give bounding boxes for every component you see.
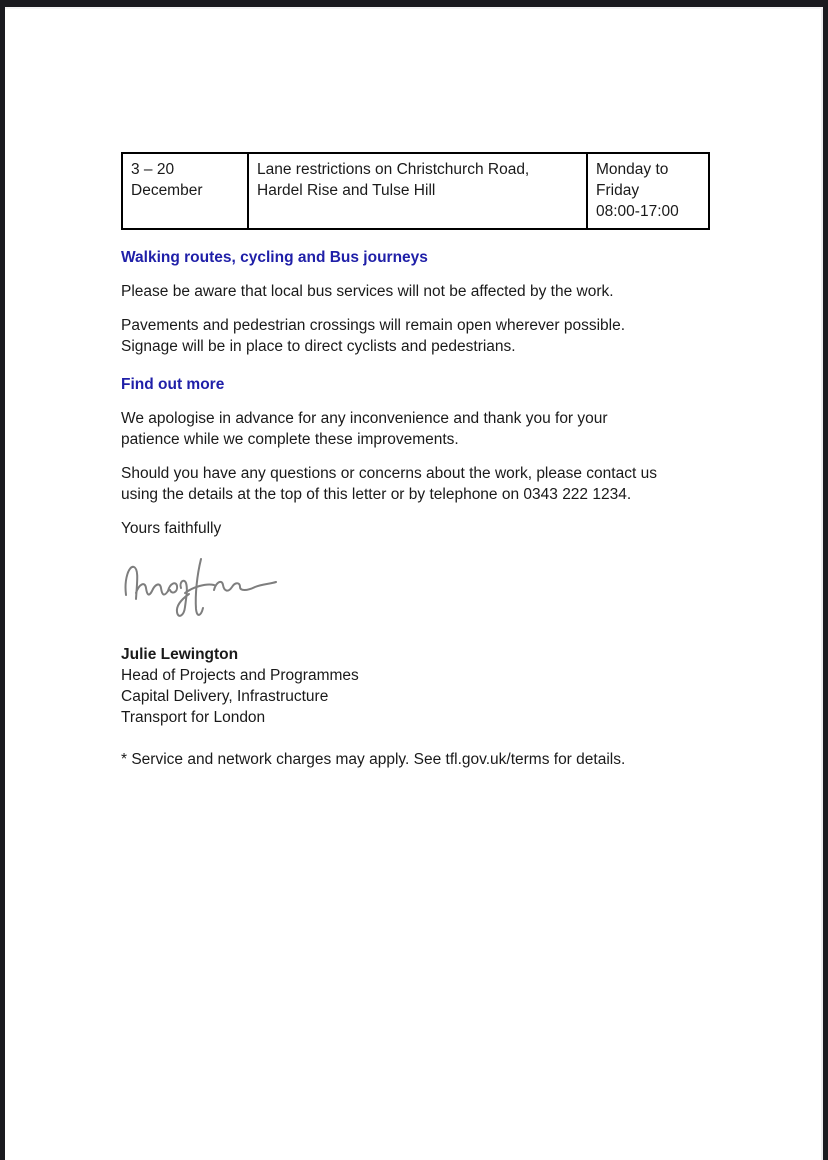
handwritten-signature	[121, 553, 281, 625]
paragraph-contact: Should you have any questions or concerns about the work, please contact us using the details at the top of this letter or by telephone on 0343 222 1234.	[121, 465, 657, 503]
table-cell-description: Lane restrictions on Christchurch Road, Hardel Rise and Tulse Hill	[248, 153, 587, 229]
table-cell-dates: 3 – 20 December	[122, 153, 248, 229]
letter-page-content	[121, 152, 706, 770]
paragraph-apology: We apologise in advance for any inconvenience and thank you for your patience while we complete these improvements.	[121, 410, 608, 448]
viewer-frame-right	[823, 0, 828, 1160]
signatory-block	[121, 644, 706, 728]
table-cell-times: Monday to Friday 08:00-17:00	[587, 153, 709, 229]
page-edge-shadow	[821, 7, 823, 1160]
footnote-charges: * Service and network charges may apply. See tfl.gov.uk/terms for details.	[121, 751, 626, 768]
viewer-frame-top	[0, 0, 828, 7]
heading-find-out-more: Find out more	[121, 376, 225, 393]
paragraph-bus-services: Please be aware that local bus services will not be affected by the work.	[121, 283, 614, 300]
paragraph-pavements: Pavements and pedestrian crossings will remain open wherever possible. Signage will be in place to direct cyclists and pedestrians.	[121, 317, 626, 355]
closing-line: Yours faithfully	[121, 520, 222, 537]
heading-walking-routes: Walking routes, cycling and Bus journeys	[121, 249, 428, 266]
viewer-frame-left	[0, 0, 5, 1160]
signatory-title: Head of Projects and Programmes Capital Delivery, Infrastructure Transport for London	[121, 667, 359, 726]
page-edge-shadow-top	[5, 7, 823, 9]
table-row	[122, 153, 709, 229]
works-schedule-table	[121, 152, 710, 230]
signatory-name: Julie Lewington	[121, 646, 239, 663]
